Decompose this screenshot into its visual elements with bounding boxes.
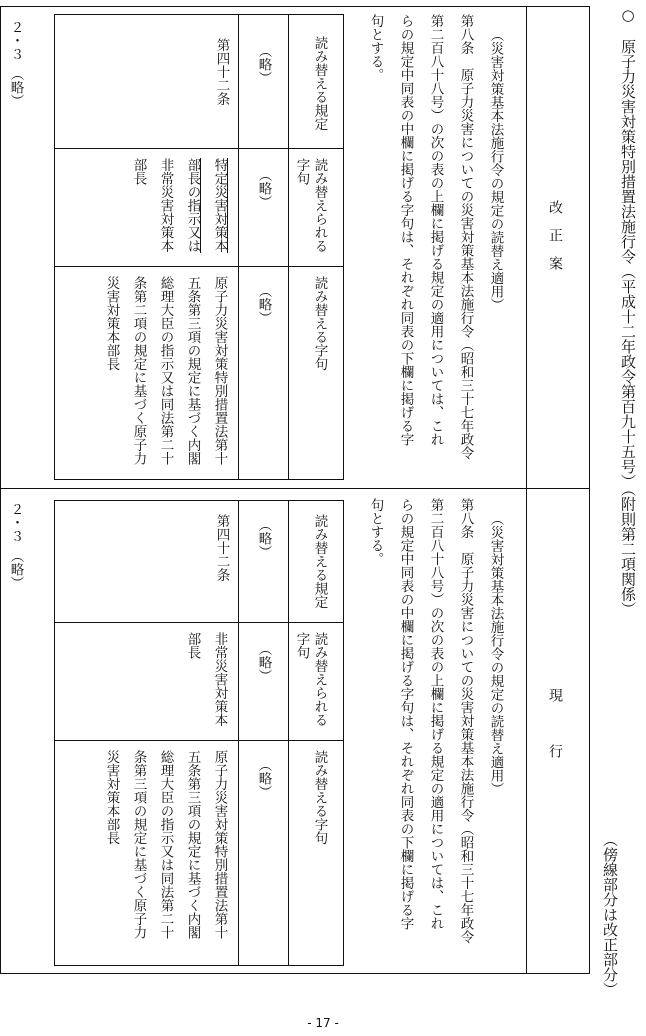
header-replaced-phrase-2: 字句 xyxy=(293,632,310,659)
mid-line-2: 部長 xyxy=(184,632,201,659)
current-trailing: ２・３ （略） xyxy=(7,502,24,590)
revised-para-line-2: 第二百八十八号）の次の表の上欄に掲げる規定の適用については、これ xyxy=(427,14,444,446)
current-para-line-2: 第二百八十八号）の次の表の上欄に掲げる規定の適用については、これ xyxy=(427,498,444,930)
current-para-line-1: 第八条 原子力災害についての災害対策基本法施行令（昭和三十七年政令 xyxy=(457,498,474,944)
low-line-3: 総理大臣の指示又は同法第二十 xyxy=(157,276,174,465)
header-target-provision: 読み替える規定 xyxy=(311,514,328,609)
article-42: 第四十二条 xyxy=(213,38,230,106)
ryaku-upper: （略） xyxy=(255,44,272,85)
revised-section xyxy=(0,6,526,488)
low-line-5: 災害対策本部長 xyxy=(103,276,120,371)
low-line-2: 五条第三項の規定に基づく内閣 xyxy=(184,750,201,939)
low-line-1: 原子力災害対策特別措置法第十 xyxy=(211,276,228,465)
low-line-1: 原子力災害対策特別措置法第十 xyxy=(211,750,228,939)
low-line-4: 条第三項の規定に基づく原子力 xyxy=(130,750,147,939)
low-line-3: 総理大臣の指示又は同法第二十 xyxy=(157,750,174,939)
current-para-line-3: らの規定中同表の中欄に掲げる字句は、それぞれ同表の下欄に掲げる字 xyxy=(397,498,414,930)
header-replacing-phrase: 読み替える字句 xyxy=(311,276,328,371)
current-section xyxy=(0,490,526,974)
current-reading-table xyxy=(54,500,344,966)
revised-para-line-3: らの規定中同表の中欄に掲げる字句は、それぞれ同表の下欄に掲げる字 xyxy=(397,14,414,446)
revised-para-line-4: 句とする。 xyxy=(367,14,384,82)
revised-label: 改 正 案 xyxy=(547,200,563,270)
change-note: （傍線部分は改正部分） xyxy=(601,832,619,997)
current-caption: （災害対策基本法施行令の規定の読替え適用） xyxy=(487,512,504,796)
low-line-5: 災害対策本部長 xyxy=(103,750,120,845)
section-divider xyxy=(0,488,590,489)
revised-reading-table xyxy=(54,14,344,480)
header-replacing-phrase: 読み替える字句 xyxy=(311,750,328,845)
mid-line-1: 特定災害対策本 xyxy=(211,158,228,253)
mid-line-1: 非常災害対策本 xyxy=(211,632,228,727)
low-line-4: 条第二項の規定に基づく原子力 xyxy=(130,276,147,465)
header-target-provision: 読み替える規定 xyxy=(311,36,328,131)
ryaku-lower: （略） xyxy=(255,284,272,325)
ryaku-lower: （略） xyxy=(255,758,272,799)
revised-caption: （災害対策基本法施行令の規定の読替え適用） xyxy=(487,28,504,312)
current-label: 現 行 xyxy=(547,688,563,758)
mid-line-4: 部長 xyxy=(130,158,147,185)
header-replaced-phrase: 読み替えられる xyxy=(311,632,328,727)
page-number: - 17 - xyxy=(307,1016,339,1030)
mid-line-2: 部長の指示又は xyxy=(184,158,201,253)
ryaku-middle: （略） xyxy=(255,642,272,683)
header-replaced-phrase: 読み替えられる xyxy=(311,158,328,253)
document-title: ○ 原子力災害対策特別措置法施行令（平成十二年政令第百九十五号）（附則第二項関係） xyxy=(619,6,637,617)
header-replaced-phrase-2: 字句 xyxy=(293,158,310,185)
article-42: 第四十二条 xyxy=(213,514,230,582)
current-para-line-4: 句とする。 xyxy=(367,498,384,566)
revised-para-line-1: 第八条 原子力災害についての災害対策基本法施行令（昭和三十七年政令 xyxy=(457,14,474,460)
low-line-2: 五条第三項の規定に基づく内閣 xyxy=(184,276,201,465)
ryaku-upper: （略） xyxy=(255,518,272,559)
mid-line-3: 非常災害対策本 xyxy=(157,158,174,253)
revised-trailing: ２・３ （略） xyxy=(7,20,24,108)
ryaku-middle: （略） xyxy=(255,168,272,209)
